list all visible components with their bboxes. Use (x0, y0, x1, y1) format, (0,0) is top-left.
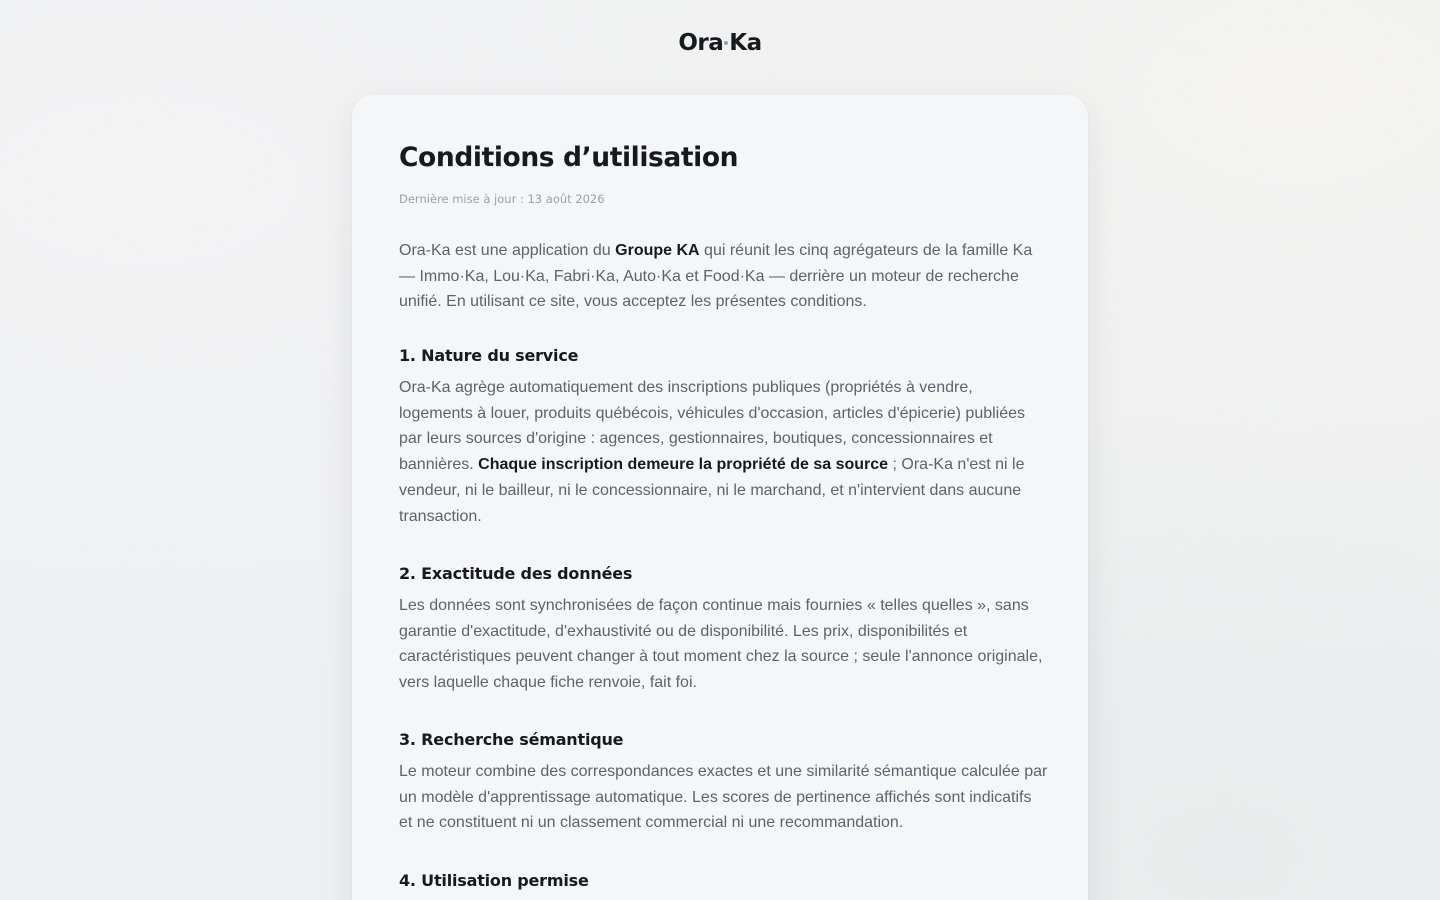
section-heading: 2. Exactitude des données (399, 564, 633, 583)
section-heading: 4. Utilisation permise (399, 871, 589, 890)
section-paragraph: Les données sont synchronisées de façon continue mais fournies « telles quelles », sans garantie d'exactitude, d'exhaustivité ou de disponibilité. Les prix, disponibilités et caractéristiques peuvent changer à tout moment chez la source ; seule l'annonce originale, vers laquelle chaque fiche renvoie, fait foi. (399, 597, 1043, 692)
brand-logo-left: Ora (678, 30, 724, 56)
section-paragraph: Le moteur combine des correspondances exactes et une similarité sémantique calculée par un modèle d'apprentissage automatique. Les scores de pertinence affichés sont indicatifs et ne constituent ni un classement commercial ni une recommandation. (399, 763, 1048, 832)
last-updated: Dernière mise à jour : 13 août 2026 (399, 192, 605, 206)
section-heading: 3. Recherche sémantique (399, 730, 624, 749)
brand-logo[interactable] (678, 30, 761, 56)
intro-paragraph (399, 238, 1049, 315)
intro-text-bold: Groupe KA (615, 242, 700, 259)
page-title: Conditions d’utilisation (399, 142, 739, 173)
intro-text-before: Ora-Ka est une application du (399, 242, 616, 259)
brand-dot-icon (724, 41, 728, 45)
section-2 (399, 564, 1049, 696)
section-1 (399, 346, 1049, 529)
header (0, 30, 1440, 56)
section-paragraph (399, 375, 1049, 529)
section-3 (399, 730, 1049, 836)
section-text-bold: Chaque inscription demeure la propriété de sa source (478, 456, 889, 474)
section-text-after: ; Ora-Ka n'est ni le vendeur, ni le bailleur, ni le concessionnaire, ni le marchand, et n'intervient dans aucune transaction. (399, 456, 1025, 525)
brand-logo-right: Ka (729, 30, 762, 56)
section-text-before: Ora-Ka agrège automatiquement des inscriptions publiques (propriétés à vendre, logements à louer, produits québécois, véhicules d'occasion, articles d'épicerie) publiées par leurs sources d'origine : agences, gestionnaires, boutiques, concessionnaires et bannières. (399, 379, 1026, 474)
intro-text-after: qui réunit les cinq agrégateurs de la famille Ka — Immo·Ka, Lou·Ka, Fabri·Ka, Auto·Ka et Food·Ka — derrière un moteur de recherche unifié. En utilisant ce site, vous acceptez les présentes conditions. (399, 242, 1033, 311)
section-heading: 1. Nature du service (399, 346, 579, 365)
section-4 (399, 871, 1049, 890)
terms-card (352, 95, 1088, 900)
